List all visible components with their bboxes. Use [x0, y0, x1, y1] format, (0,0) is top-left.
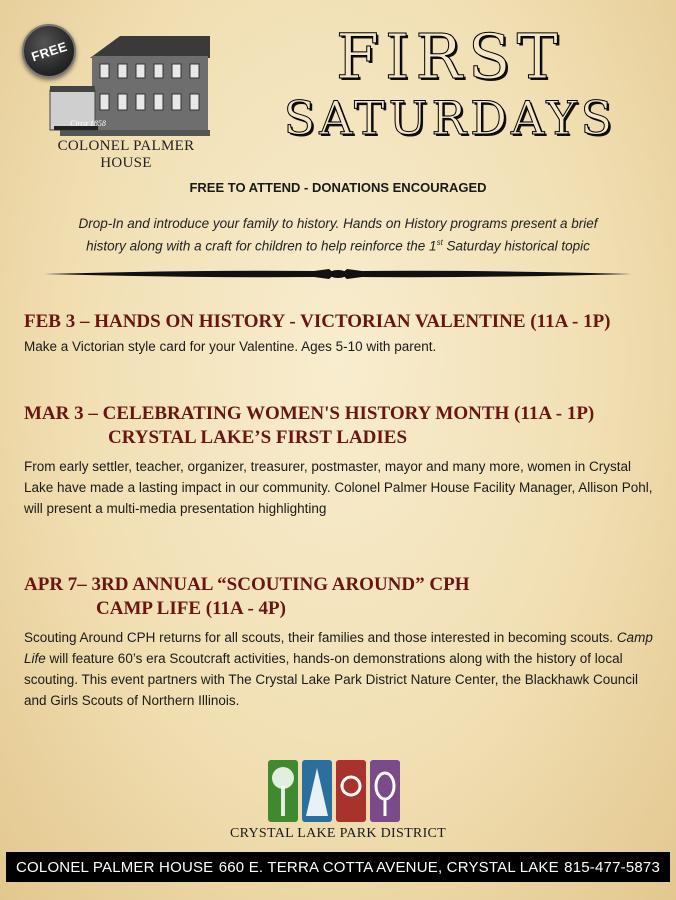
event-apr-body-em: Camp Life	[24, 630, 653, 666]
event-feb-heading-1: FEB 3 – HANDS ON HISTORY - VICTORIAN VALENTINE (11A - 1P)	[24, 311, 611, 332]
footer-phone: 815-477-5873	[564, 858, 660, 876]
event-apr-heading-2: CAMP LIFE (11A - 4P)	[96, 598, 286, 619]
event-apr-body	[24, 627, 654, 711]
intro-line-1: Drop-In and introduce your family to history. Hands on History programs present a brief	[78, 216, 598, 231]
event-apr-body-post: will feature 60’s era Scoutcraft activities, hands-on demonstrations along with the history of local scouting. This event partners with The Crystal Lake Park District Nature Center, the Blackhawk Council and Girls Scouts of Northern Illinois.	[24, 651, 639, 708]
title-line-1: FIRST	[335, 20, 565, 93]
park-district-caption: CRYSTAL LAKE PARK DISTRICT	[229, 826, 447, 841]
title-line-2: SATURDAYS	[283, 91, 617, 145]
house-circa-text: Circa 1858	[70, 119, 106, 128]
free-to-attend-text: FREE TO ATTEND - DONATIONS ENCOURAGED	[189, 180, 487, 195]
event-feb-heading	[24, 310, 611, 334]
event-mar-heading-1: MAR 3 – CELEBRATING WOMEN'S HISTORY MONTH (11A - 1P)	[24, 403, 595, 424]
park-district-logo	[266, 756, 406, 826]
event-mar-heading-2: CRYSTAL LAKE’S FIRST LADIES	[108, 427, 408, 448]
footer-address: 660 E. TERRA COTTA AVENUE, CRYSTAL LAKE	[218, 858, 559, 876]
footer-bar	[6, 852, 670, 882]
page-title	[250, 20, 650, 146]
intro-line-2-post: Saturday historical topic	[442, 238, 590, 254]
colonel-palmer-house-image	[40, 28, 215, 138]
ornamental-divider	[44, 266, 632, 282]
free-badge-text: FREE	[29, 38, 69, 64]
event-mar-heading	[24, 402, 594, 450]
event-apr-heading	[24, 573, 469, 621]
event-mar-body: From early settler, teacher, organizer, treasurer, postmaster, mayor and many more, women in Crystal Lake have made a lasting impact in our community. Colonel Palmer House Facility Manager, Allison Pohl, will present a multi-media presentation highlighting	[24, 459, 653, 516]
intro-line-2-sup: st	[436, 238, 443, 247]
event-apr-body-pre: Scouting Around CPH returns for all scouts, their families and those interested in becoming scouts.	[24, 630, 617, 645]
event-feb-body: Make a Victorian style card for your Valentine. Ages 5-10 with parent.	[24, 339, 437, 354]
intro-line-2-pre: history along with a craft for children to help reinforce the 1	[86, 238, 437, 254]
footer-name: COLONEL PALMER HOUSE	[16, 858, 214, 876]
event-apr-heading-1: APR 7– 3RD ANNUAL “SCOUTING AROUND” CPH	[24, 574, 470, 595]
intro-text	[20, 214, 656, 256]
house-caption: COLONEL PALMER HOUSE	[57, 138, 195, 171]
